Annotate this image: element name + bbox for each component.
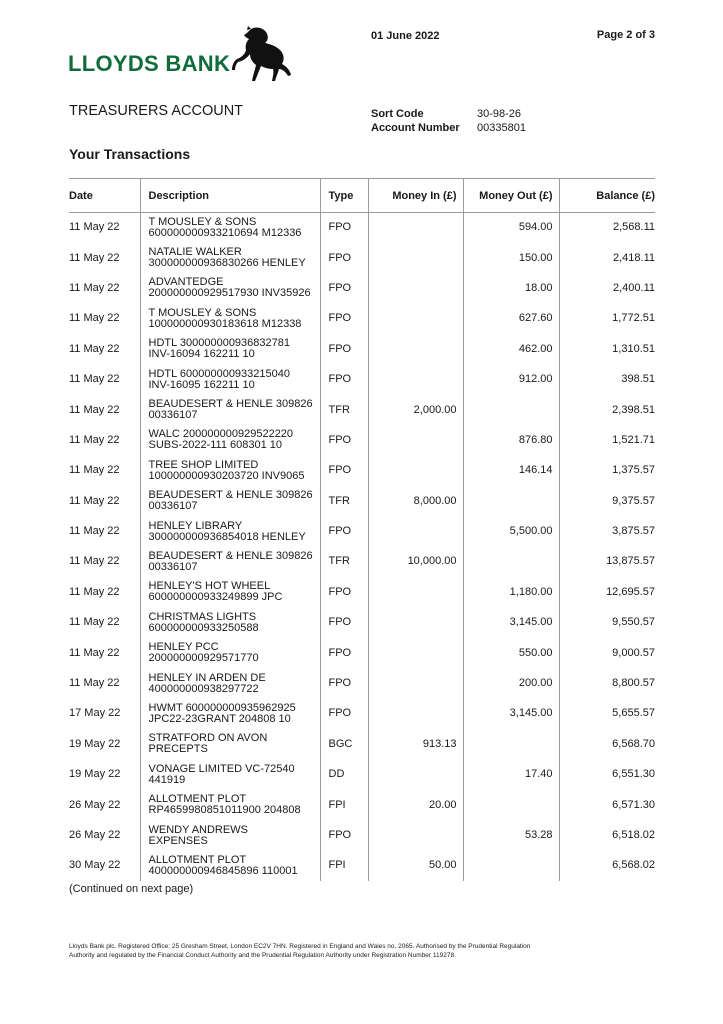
money-out-cell: 550.00 xyxy=(463,638,559,668)
description-cell xyxy=(140,547,320,577)
description-line-2: 00336107 xyxy=(148,500,198,513)
description-line-1: HWMT 600000000935962925 xyxy=(148,701,296,714)
description-line-1: TREE SHOP LIMITED xyxy=(148,458,259,471)
table-row xyxy=(69,486,655,516)
balance-cell: 1,521.71 xyxy=(559,425,655,455)
date-cell: 30 May 22 xyxy=(69,859,121,872)
money-in-cell xyxy=(368,668,463,698)
money-in-cell xyxy=(368,638,463,668)
description-line-1: BEAUDESERT & HENLE 309826 xyxy=(148,549,313,562)
money-in-cell: 50.00 xyxy=(368,851,463,881)
type-cell: FPO xyxy=(320,243,368,273)
balance-cell: 13,875.57 xyxy=(559,547,655,577)
table-row xyxy=(69,547,655,577)
description-line-2: INV-16094 162211 10 xyxy=(148,348,255,361)
description-line-1: HENLEY IN ARDEN DE xyxy=(148,671,266,684)
date-cell: 11 May 22 xyxy=(69,251,120,264)
balance-cell: 9,550.57 xyxy=(559,608,655,638)
account-details-values xyxy=(477,107,526,135)
money-out-cell: 146.14 xyxy=(463,456,559,486)
table-row xyxy=(69,820,655,850)
balance-cell: 6,571.30 xyxy=(559,790,655,820)
money-in-cell: 913.13 xyxy=(368,729,463,759)
description-line-2: PRECEPTS xyxy=(148,743,208,756)
date-cell: 11 May 22 xyxy=(69,677,120,690)
description-line-2: 200000000929517930 INV35926 xyxy=(148,287,311,300)
description-cell xyxy=(140,729,320,759)
type-cell: TFR xyxy=(320,547,368,577)
type-cell: FPI xyxy=(320,851,368,881)
money-in-cell xyxy=(368,820,463,850)
type-cell: FPO xyxy=(320,699,368,729)
description-line-2: 200000000929571770 xyxy=(148,652,259,665)
legal-footer: Lloyds Bank plc. Registered Office: 25 Gresham Street, London EC2V 7HN. Registered in England and Wales no. 2065. Authorised by the Prudential Regulation Authority and regulated by the Financial Conduct Authority and the Prudential Regulation Authority under Registration Number 119278. xyxy=(69,943,531,959)
type-cell: FPO xyxy=(320,304,368,334)
balance-cell: 2,398.51 xyxy=(559,395,655,425)
money-in-cell xyxy=(368,456,463,486)
money-in-cell xyxy=(368,243,463,273)
table-row xyxy=(69,456,655,486)
type-cell: FPO xyxy=(320,425,368,455)
money-out-cell xyxy=(463,486,559,516)
money-out-cell xyxy=(463,729,559,759)
description-line-2: SUBS-2022-111 608301 10 xyxy=(148,439,283,452)
date-column-header: Date xyxy=(69,179,140,213)
type-cell: FPO xyxy=(320,668,368,698)
description-cell xyxy=(140,516,320,546)
date-cell: 26 May 22 xyxy=(69,829,121,841)
description-line-2: 400000000938297722 xyxy=(148,682,259,695)
description-cell xyxy=(140,364,320,394)
description-line-1: WALC 200000000929522220 xyxy=(148,428,294,441)
balance-cell: 6,568.70 xyxy=(559,729,655,759)
description-line-1: T MOUSLEY & SONS xyxy=(148,306,257,319)
date-cell: 11 May 22 xyxy=(69,403,120,416)
description-line-1: VONAGE LIMITED VC-72540 xyxy=(148,762,295,775)
money-in-cell: 8,000.00 xyxy=(368,486,463,516)
money-in-cell: 2,000.00 xyxy=(368,395,463,425)
balance-cell: 3,875.57 xyxy=(559,516,655,546)
money-out-cell: 594.00 xyxy=(463,213,559,243)
date-cell: 11 May 22 xyxy=(69,525,120,538)
description-line-2: 300000000936854018 HENLEY xyxy=(148,530,306,543)
description-cell xyxy=(140,334,320,364)
date-cell: 11 May 22 xyxy=(69,342,120,355)
money-out-cell: 200.00 xyxy=(463,668,559,698)
type-cell: TFR xyxy=(320,395,368,425)
description-line-1: BEAUDESERT & HENLE 309826 xyxy=(148,489,313,502)
type-cell: FPO xyxy=(320,364,368,394)
money-out-cell: 150.00 xyxy=(463,243,559,273)
balance-cell: 6,551.30 xyxy=(559,760,655,790)
table-row xyxy=(69,243,655,273)
balance-cell: 1,310.51 xyxy=(559,334,655,364)
type-column-header: Type xyxy=(320,179,368,213)
transactions-table xyxy=(69,178,655,881)
date-cell: 11 May 22 xyxy=(69,433,120,446)
date-cell: 11 May 22 xyxy=(69,373,120,386)
table-row xyxy=(69,668,655,698)
account-number-value: 00335801 xyxy=(477,122,526,134)
description-line-1: ALLOTMENT PLOT xyxy=(148,853,247,866)
description-cell xyxy=(140,608,320,638)
description-cell xyxy=(140,486,320,516)
money-out-cell: 1,180.00 xyxy=(463,577,559,607)
type-cell: FPO xyxy=(320,456,368,486)
money-in-cell: 20.00 xyxy=(368,790,463,820)
description-cell xyxy=(140,668,320,698)
type-cell: FPO xyxy=(320,638,368,668)
date-cell: 11 May 22 xyxy=(69,646,120,659)
description-cell xyxy=(140,760,320,790)
description-cell xyxy=(140,577,320,607)
money-in-cell xyxy=(368,213,463,243)
balance-cell: 2,568.11 xyxy=(559,213,655,243)
description-line-1: WENDY ANDREWS xyxy=(148,823,248,836)
money-out-cell: 462.00 xyxy=(463,334,559,364)
description-line-1: BEAUDESERT & HENLE 309826 xyxy=(148,398,313,411)
statement-date: 01 June 2022 xyxy=(371,30,440,42)
date-cell: 11 May 22 xyxy=(69,585,120,598)
table-row xyxy=(69,577,655,607)
money-in-cell xyxy=(368,364,463,394)
date-cell: 19 May 22 xyxy=(69,768,121,781)
type-cell: DD xyxy=(320,760,368,790)
description-line-1: STRATFORD ON AVON xyxy=(148,732,268,745)
description-line-2: 600000000933249899 JPC xyxy=(148,591,283,604)
description-line-2: 400000000946845896 110001 xyxy=(148,864,298,877)
money-out-cell: 876.80 xyxy=(463,425,559,455)
description-cell xyxy=(140,243,320,273)
type-cell: FPO xyxy=(320,608,368,638)
money-in-cell xyxy=(368,273,463,303)
description-line-2: 100000000930183618 M12338 xyxy=(148,317,302,330)
table-row xyxy=(69,213,655,243)
type-cell: FPO xyxy=(320,273,368,303)
type-cell: FPO xyxy=(320,334,368,364)
description-cell xyxy=(140,790,320,820)
balance-cell: 5,655.57 xyxy=(559,699,655,729)
type-cell: TFR xyxy=(320,486,368,516)
money-in-cell xyxy=(368,304,463,334)
money-out-column-header: Money Out (£) xyxy=(463,179,559,213)
date-cell: 11 May 22 xyxy=(69,312,120,325)
type-cell: FPO xyxy=(320,213,368,243)
money-out-cell: 18.00 xyxy=(463,273,559,303)
description-line-1: T MOUSLEY & SONS xyxy=(148,215,257,228)
money-out-cell xyxy=(463,547,559,577)
sort-code-label: Sort Code xyxy=(371,108,424,120)
table-row xyxy=(69,851,655,881)
type-cell: FPO xyxy=(320,516,368,546)
table-row xyxy=(69,425,655,455)
table-row xyxy=(69,790,655,820)
table-row xyxy=(69,729,655,759)
description-line-1: HENLEY'S HOT WHEEL xyxy=(148,580,271,593)
description-line-1: ALLOTMENT PLOT xyxy=(148,793,247,806)
description-line-1: CHRISTMAS LIGHTS xyxy=(148,610,257,623)
description-cell xyxy=(140,395,320,425)
money-in-cell xyxy=(368,516,463,546)
money-in-cell xyxy=(368,608,463,638)
description-line-1: NATALIE WALKER xyxy=(148,246,242,259)
money-out-cell: 912.00 xyxy=(463,364,559,394)
balance-cell: 2,400.11 xyxy=(559,273,655,303)
date-cell: 19 May 22 xyxy=(69,737,121,750)
money-in-cell: 10,000.00 xyxy=(368,547,463,577)
black-horse-icon xyxy=(230,26,292,82)
table-row xyxy=(69,273,655,303)
description-cell xyxy=(140,304,320,334)
section-title: Your Transactions xyxy=(69,146,191,162)
description-line-1: HENLEY LIBRARY xyxy=(148,519,243,532)
balance-cell: 398.51 xyxy=(559,364,655,394)
money-in-cell xyxy=(368,425,463,455)
description-cell xyxy=(140,851,320,881)
description-line-1: HDTL 300000000936832781 xyxy=(148,337,290,350)
description-line-2: JPC22-23GRANT 204808 10 xyxy=(148,712,291,725)
money-out-cell: 17.40 xyxy=(463,760,559,790)
description-line-2: INV-16095 162211 10 xyxy=(148,378,255,391)
date-cell: 11 May 22 xyxy=(69,221,120,234)
type-cell: FPO xyxy=(320,577,368,607)
continued-note: (Continued on next page) xyxy=(69,883,194,895)
date-cell: 26 May 22 xyxy=(69,798,121,811)
balance-column-header: Balance (£) xyxy=(559,179,655,213)
date-cell: 11 May 22 xyxy=(69,616,120,629)
description-line-2: RP4659980851011900 204808 xyxy=(148,804,301,817)
description-line-2: 00336107 xyxy=(148,560,198,573)
description-line-1: ADVANTEDGE xyxy=(148,276,224,289)
description-cell xyxy=(140,425,320,455)
table-row xyxy=(69,608,655,638)
date-cell: 11 May 22 xyxy=(69,464,120,477)
type-cell: FPI xyxy=(320,790,368,820)
money-in-column-header: Money In (£) xyxy=(368,179,463,213)
table-row xyxy=(69,516,655,546)
balance-cell: 1,375.57 xyxy=(559,456,655,486)
transactions-body xyxy=(69,213,655,882)
balance-cell: 2,418.11 xyxy=(559,243,655,273)
description-line-2: 441919 xyxy=(148,773,186,786)
description-line-2: 00336107 xyxy=(148,409,198,422)
account-details-labels xyxy=(371,107,460,135)
description-line-1: HDTL 600000000933215040 xyxy=(148,367,290,380)
description-cell xyxy=(140,699,320,729)
money-out-cell: 5,500.00 xyxy=(463,516,559,546)
description-cell xyxy=(140,273,320,303)
description-cell xyxy=(140,820,320,850)
balance-cell: 6,568.02 xyxy=(559,851,655,881)
money-out-cell: 3,145.00 xyxy=(463,699,559,729)
money-in-cell xyxy=(368,760,463,790)
money-out-cell: 627.60 xyxy=(463,304,559,334)
lloyds-bank-logo xyxy=(68,26,293,84)
money-in-cell xyxy=(368,699,463,729)
table-row xyxy=(69,638,655,668)
money-in-cell xyxy=(368,334,463,364)
table-row xyxy=(69,760,655,790)
description-line-2: 100000000930203720 INV9065 xyxy=(148,469,305,482)
table-row xyxy=(69,304,655,334)
page-number: Page 2 of 3 xyxy=(596,29,655,41)
table-row xyxy=(69,699,655,729)
account-name: TREASURERS ACCOUNT xyxy=(69,103,244,119)
description-line-2: 600000000933210694 M12336 xyxy=(148,226,302,239)
date-cell: 17 May 22 xyxy=(69,707,121,720)
money-out-cell xyxy=(463,851,559,881)
balance-cell: 12,695.57 xyxy=(559,577,655,607)
description-cell xyxy=(140,638,320,668)
table-row xyxy=(69,334,655,364)
table-row xyxy=(69,364,655,394)
balance-cell: 6,518.02 xyxy=(559,820,655,850)
date-cell: 11 May 22 xyxy=(69,555,120,568)
money-out-cell: 3,145.00 xyxy=(463,608,559,638)
description-line-2: 300000000936830266 HENLEY xyxy=(148,257,306,270)
type-cell: FPO xyxy=(320,820,368,850)
description-line-1: HENLEY PCC xyxy=(148,641,219,654)
money-out-cell: 53.28 xyxy=(463,820,559,850)
description-line-2: 600000000933250588 xyxy=(148,621,259,634)
balance-cell: 1,772.51 xyxy=(559,304,655,334)
description-cell xyxy=(140,213,320,243)
table-header-row xyxy=(69,179,655,213)
money-out-cell xyxy=(463,395,559,425)
table-row xyxy=(69,395,655,425)
balance-cell: 9,000.57 xyxy=(559,638,655,668)
description-line-2: EXPENSES xyxy=(148,834,208,847)
sort-code-value: 30-98-26 xyxy=(477,108,522,120)
balance-cell: 9,375.57 xyxy=(559,486,655,516)
date-cell: 11 May 22 xyxy=(69,494,120,507)
date-cell: 11 May 22 xyxy=(69,281,120,294)
money-out-cell xyxy=(463,790,559,820)
account-number-label: Account Number xyxy=(371,122,460,134)
description-column-header: Description xyxy=(140,179,320,213)
type-cell: BGC xyxy=(320,729,368,759)
money-in-cell xyxy=(368,577,463,607)
brand-name: LLOYDS BANK xyxy=(68,51,231,76)
balance-cell: 8,800.57 xyxy=(559,668,655,698)
description-cell xyxy=(140,456,320,486)
